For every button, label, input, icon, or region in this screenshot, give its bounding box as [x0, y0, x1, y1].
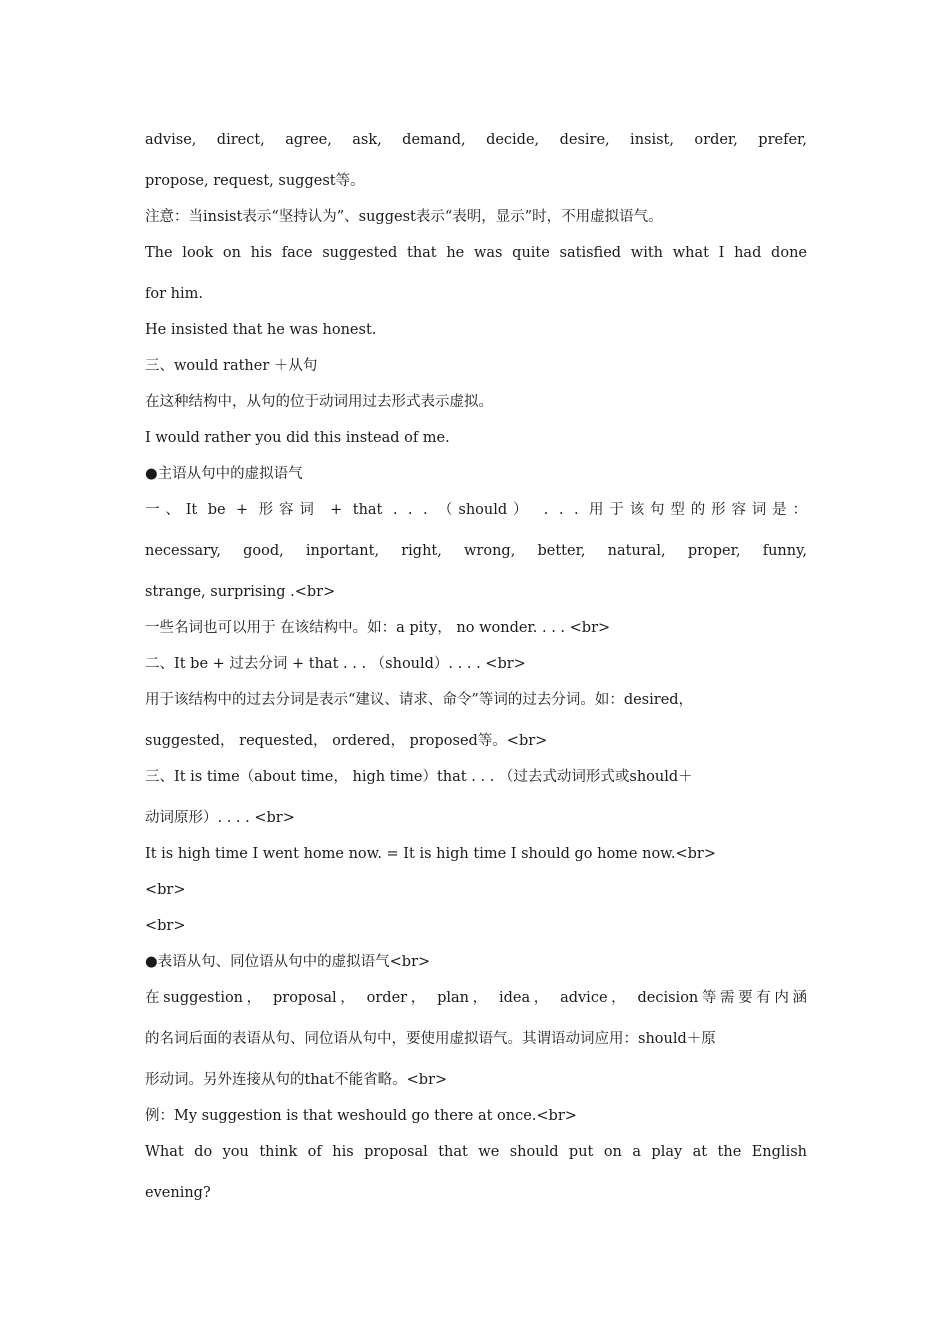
- text-line: The look on his face suggested that he was quite satisfied with what I had done: [145, 245, 807, 261]
- text-line: 用于该结构中的过去分词是表示“建议、请求、命令”等词的过去分词。如：desired，: [145, 692, 694, 708]
- text-line: advise, direct, agree, ask, demand, decide, desire, insist, order, prefer,: [145, 132, 807, 148]
- text-line: <br>: [145, 918, 186, 934]
- text-line: It is high time I went home now. = It is high time I should go home now.<br>: [145, 846, 716, 862]
- text-line: ●表语从句、同位语从句中的虚拟语气<br>: [145, 954, 431, 970]
- text-line: 二、It be + 过去分词 + that . . . （should）. . . . <br>: [145, 656, 526, 672]
- text-line: 三、It is time（about time， high time）that . . . （过去式动词形式或should＋: [145, 769, 693, 785]
- text-line: strange, surprising .<br>: [145, 584, 336, 600]
- text-line: 动词原形）. . . . <br>: [145, 810, 295, 826]
- text-line: What do you think of his proposal that we should put on a play at the English: [145, 1144, 807, 1160]
- text-line: 注意：当insist表示“坚持认为”、suggest表示“表明，显示”时，不用虚拟语气。: [145, 209, 663, 225]
- text-line: 的名词后面的表语从句、同位语从句中，要使用虚拟语气。其谓语动词应用：should＋原: [145, 1031, 716, 1047]
- text-line: 形动词。另外连接从句的that不能省略。<br>: [145, 1072, 448, 1088]
- text-line: I would rather you did this instead of me.: [145, 430, 450, 446]
- text-line: <br>: [145, 882, 186, 898]
- text-line: evening?: [145, 1185, 211, 1201]
- text-line: necessary, good, inportant, right, wrong, better, natural, proper, funny,: [145, 543, 807, 559]
- text-line: 在suggestion， proposal， order， plan， idea， advice， decision等需要有内涵: [145, 990, 807, 1006]
- text-line: for him.: [145, 286, 203, 302]
- text-line: ●主语从句中的虚拟语气: [145, 466, 303, 482]
- text-line: He insisted that he was honest.: [145, 322, 377, 338]
- text-line: 例：My suggestion is that weshould go there at once.<br>: [145, 1108, 577, 1124]
- text-line: propose, request, suggest等。: [145, 173, 365, 189]
- text-line: suggested， requested， ordered， proposed等。<br>: [145, 733, 548, 749]
- document-body: [145, 122, 807, 1211]
- text-line: 在这种结构中，从句的位于动词用过去形式表示虚拟。: [145, 394, 493, 410]
- text-line: 一些名词也可以用于 在该结构中。如：a pity， no wonder. . . . <br>: [145, 620, 611, 636]
- text-line: 三、would rather ＋从句: [145, 358, 318, 374]
- text-line: 一、It be + 形容词 + that . . . （should） . . . 用于该句型的形容词是：: [145, 502, 807, 518]
